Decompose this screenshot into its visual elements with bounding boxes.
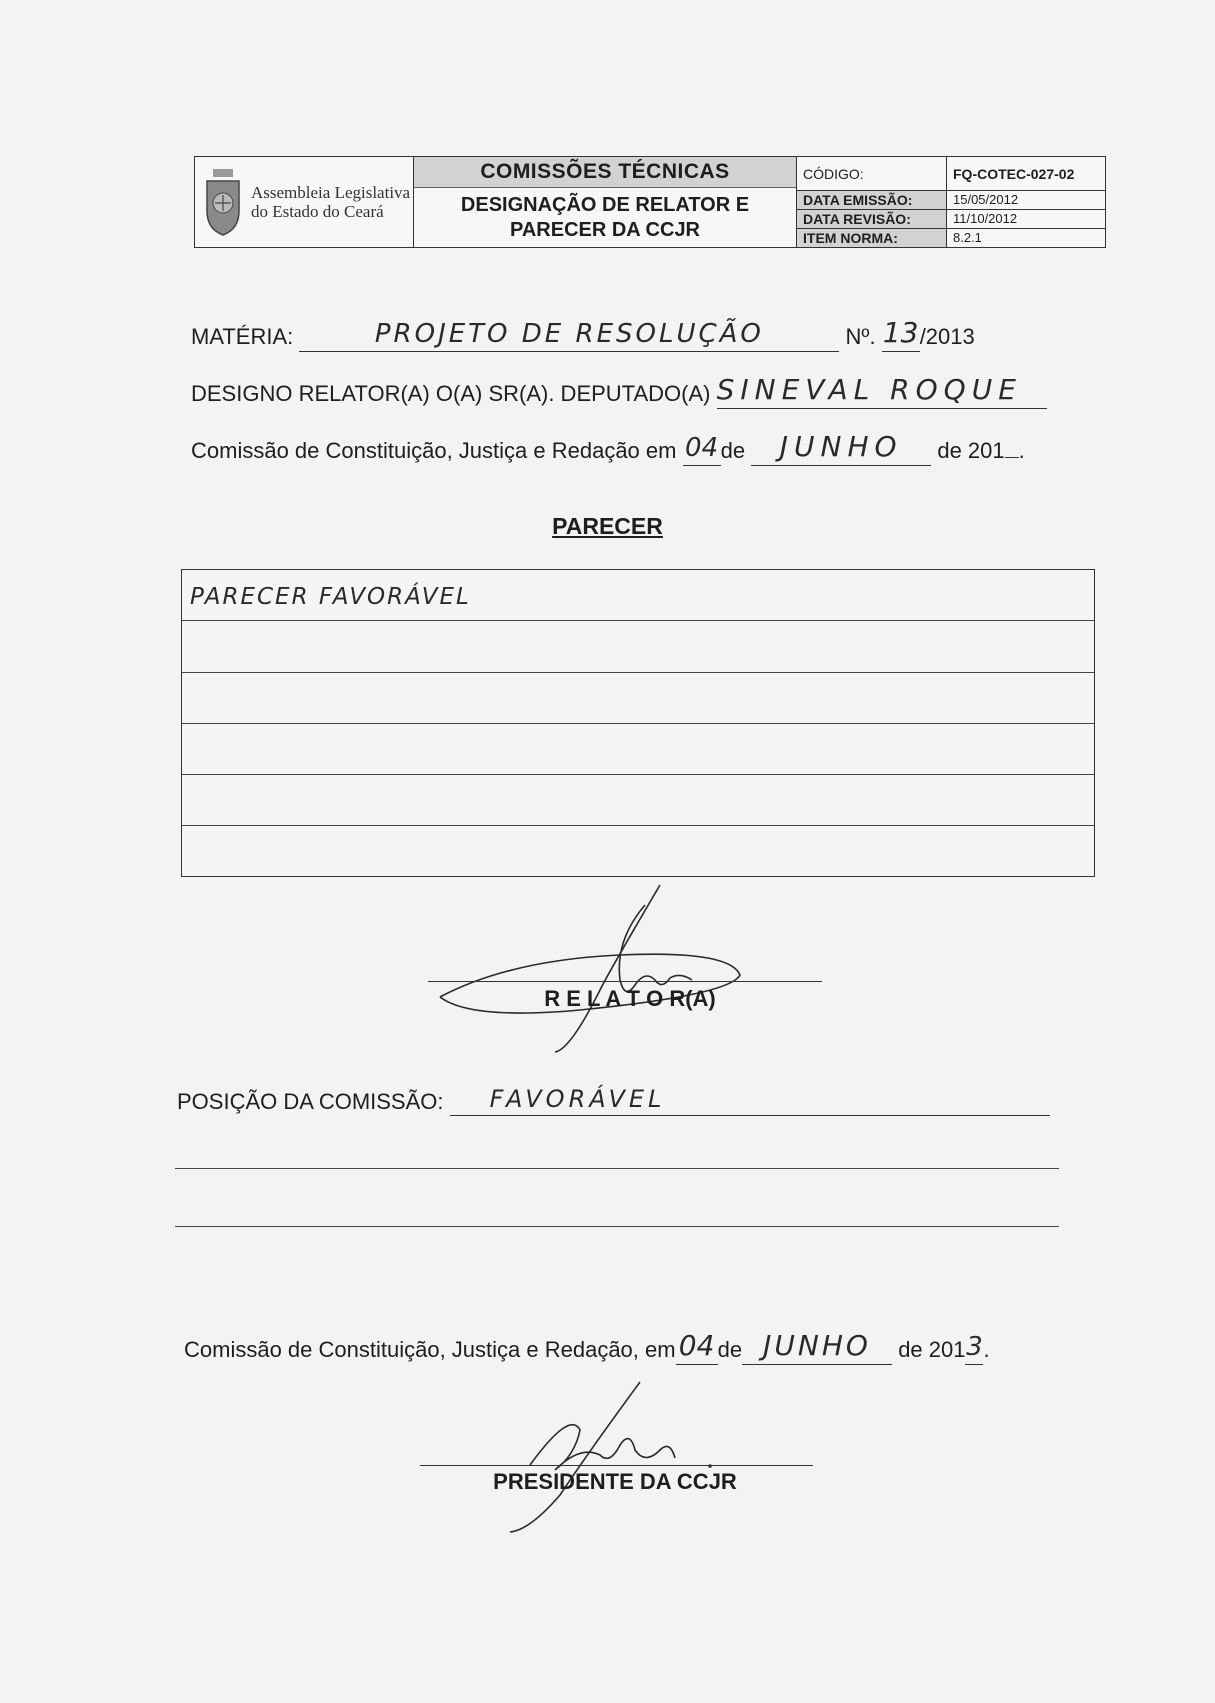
materia-ano: /2013: [919, 324, 975, 349]
posicao-value: FAVORÁVEL: [489, 1085, 666, 1113]
parecer-text-1: PARECER FAVORÁVEL: [190, 584, 471, 610]
materia-field[interactable]: [299, 321, 839, 352]
header-title-sub-2: PARECER DA CCJR: [509, 219, 701, 241]
header-title-sub-1: DESIGNAÇÃO DE RELATOR E: [460, 194, 750, 216]
comissao-date-line-1: [191, 432, 1025, 466]
materia-label: MATÉRIA:: [191, 324, 294, 349]
mes-field-2[interactable]: [742, 1331, 892, 1365]
numero-value: 13: [882, 316, 919, 349]
parecer-line-3[interactable]: [182, 673, 1094, 724]
emissao-label: DATA EMISSÃO:: [797, 191, 947, 209]
revisao-label: DATA REVISÃO:: [797, 210, 947, 228]
norma-value: 8.2.1: [953, 230, 982, 245]
comissao-date-2-prefix: Comissão de Constituição, Justiça e Redação, em: [184, 1337, 676, 1362]
mes-value-1: JUNHO: [779, 430, 903, 463]
organization-name: [251, 183, 410, 221]
posicao-extra-line-2[interactable]: [175, 1226, 1059, 1227]
materia-line: [191, 318, 975, 352]
deputado-field[interactable]: [717, 375, 1047, 409]
de-label-2b: de 201: [898, 1337, 966, 1362]
posicao-line: [177, 1087, 1050, 1116]
parecer-box[interactable]: [181, 569, 1095, 877]
de-label-1a: de: [720, 438, 746, 463]
meta-row-revisao: [797, 210, 1105, 229]
org-line-1: Assembleia Legislativa: [251, 183, 411, 202]
codigo-value: FQ-COTEC-027-02: [953, 166, 1075, 182]
parecer-line-2[interactable]: [182, 621, 1094, 672]
parecer-title: PARECER: [552, 513, 663, 539]
comissao-date-1-prefix: Comissão de Constituição, Justiça e Redação em: [191, 438, 677, 463]
designo-label: DESIGNO RELATOR(A) O(A) SR(A). DEPUTADO(A): [191, 381, 711, 406]
de-label-1b: de 201: [937, 438, 1005, 463]
presidente-signature-line: [420, 1465, 813, 1466]
mes-field-1[interactable]: [751, 432, 931, 466]
state-crest-icon: [203, 167, 243, 237]
parecer-line-1[interactable]: [182, 570, 1094, 621]
parecer-line-6[interactable]: [182, 826, 1094, 877]
numero-field[interactable]: [882, 318, 920, 352]
parecer-line-4[interactable]: [182, 724, 1094, 775]
relator-signature: [430, 880, 750, 1055]
posicao-label: POSIÇÃO DA COMISSÃO:: [177, 1089, 444, 1114]
relator-label: R E L A T O R(A): [544, 986, 716, 1011]
dia-value-2: 04: [678, 1329, 715, 1362]
header-meta-cell: [797, 157, 1105, 247]
norma-label: ITEM NORMA:: [797, 229, 947, 247]
posicao-field[interactable]: [450, 1087, 1050, 1116]
ano-field-1[interactable]: [1005, 457, 1019, 458]
numero-label: Nº.: [845, 324, 876, 349]
header-title-cell: [414, 157, 797, 247]
revisao-value: 11/10/2012: [953, 211, 1018, 226]
codigo-label: CÓDIGO:: [797, 157, 947, 190]
emissao-value: 15/05/2012: [953, 192, 1019, 207]
comissao-date-line-2: [184, 1331, 990, 1365]
dia-field-1[interactable]: [683, 435, 721, 466]
meta-row-codigo: [797, 157, 1105, 191]
designo-line: [191, 375, 1047, 409]
materia-value: PROJETO DE RESOLUÇÃO: [374, 319, 764, 349]
date-1-tail: .: [1018, 438, 1025, 463]
dia-field-2[interactable]: [676, 1331, 718, 1365]
form-header: [194, 156, 1106, 248]
header-title-main: COMISSÕES TÉCNICAS: [414, 157, 796, 188]
posicao-extra-line-1[interactable]: [175, 1168, 1059, 1169]
meta-row-emissao: [797, 191, 1105, 210]
de-label-2a: de: [717, 1337, 743, 1362]
dia-value-1: 04: [685, 433, 719, 463]
deputado-value: SINEVAL ROQUE: [716, 373, 1022, 406]
header-logo-cell: [195, 157, 414, 247]
org-line-2: do Estado do Ceará: [251, 202, 384, 221]
parecer-line-5[interactable]: [182, 775, 1094, 826]
presidente-signature: [470, 1370, 730, 1535]
mes-value-2: JUNHO: [763, 1329, 871, 1362]
relator-signature-line: [428, 981, 822, 982]
ano-final-value: 3: [966, 1332, 983, 1362]
ano-field-2[interactable]: [965, 1334, 983, 1365]
meta-row-norma: [797, 229, 1105, 247]
date-2-tail: .: [983, 1337, 990, 1362]
presidente-label: PRESIDENTE DA CCJR: [493, 1469, 737, 1494]
